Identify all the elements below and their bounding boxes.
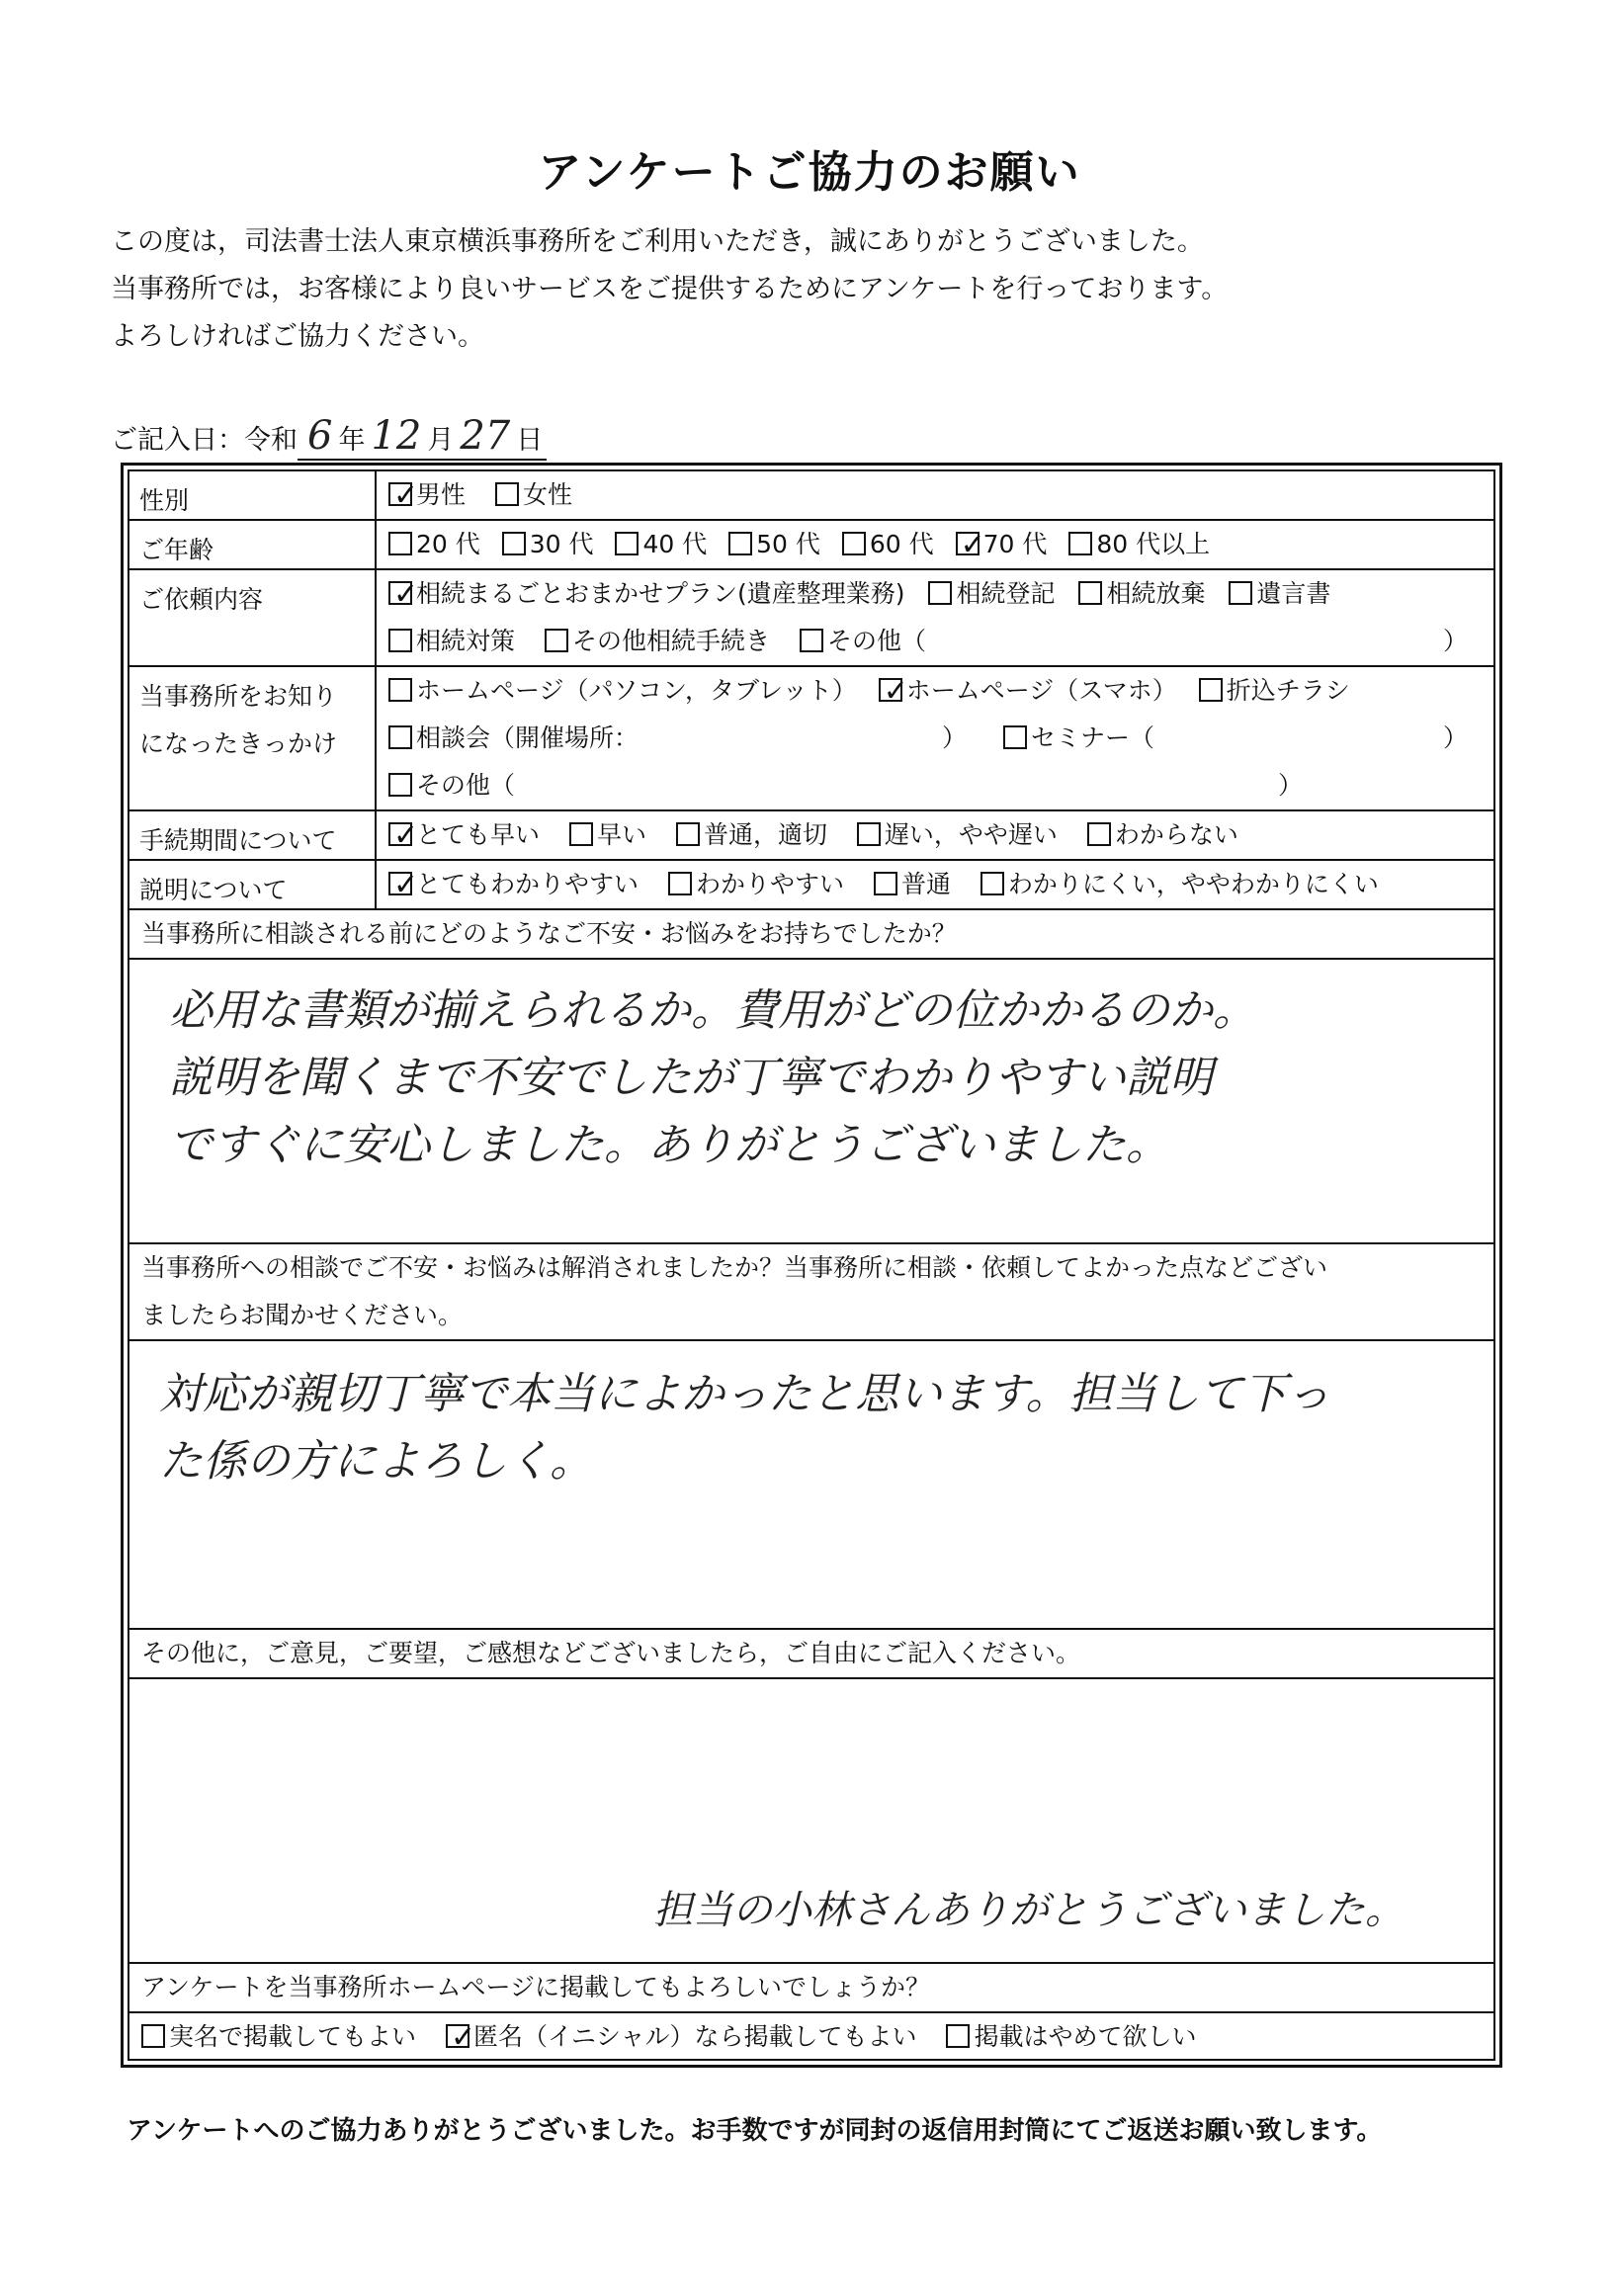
option-label: 80 代以上: [1096, 530, 1211, 558]
source-option-seminar-venue[interactable]: [388, 715, 639, 762]
option-label: 相続対策: [416, 627, 516, 655]
checkbox[interactable]: [388, 482, 412, 506]
option-label: 遺言書: [1256, 579, 1331, 608]
source-label-line-1: 当事務所をお知り: [139, 682, 338, 711]
q3-question-row: [129, 1630, 1493, 1679]
age-option[interactable]: [502, 521, 594, 568]
checkbox[interactable]: [388, 822, 412, 846]
publish-option-decline[interactable]: [946, 2013, 1196, 2061]
request-options: [388, 570, 1488, 665]
checkbox[interactable]: [388, 725, 412, 749]
period-option[interactable]: [857, 811, 1058, 859]
request-option[interactable]: [388, 618, 515, 665]
checkbox[interactable]: [728, 532, 752, 555]
checkbox[interactable]: [980, 872, 1004, 895]
intro-line-2: 当事務所では，お客様により良いサービスをご提供するためにアンケートを行っております。: [111, 274, 1229, 304]
date-month: 12: [371, 413, 422, 459]
explanation-option[interactable]: [668, 861, 844, 908]
date-field[interactable]: [298, 413, 547, 461]
period-options: [388, 811, 1488, 859]
other-close: ）: [1278, 771, 1304, 800]
date-month-unit: 月: [427, 425, 455, 456]
intro-line-1: この度は，司法書士法人東京横浜事務所をご利用いただき，誠にありがとうございました。: [111, 226, 1204, 257]
checkbox[interactable]: [388, 678, 412, 702]
explanation-option[interactable]: [874, 861, 951, 908]
gender-row: [129, 471, 1493, 521]
date-day-unit: 日: [516, 425, 544, 456]
gender-option-female[interactable]: [495, 471, 572, 519]
q2-question-row: [129, 1244, 1493, 1341]
option-label: わかりやすい: [695, 870, 844, 898]
q2-question-line-1: 当事務所への相談でご不安・お悩みは解消されましたか？当事務所に相談・依頼してよかった点などござい: [141, 1253, 1328, 1282]
date-year: 6: [307, 413, 333, 459]
q2-question-line-2: ましたらお聞かせください。: [141, 1301, 464, 1329]
intro-line-3: よろしければご協力ください。: [111, 321, 484, 352]
publish-question: アンケートを当事務所ホームページに掲載してもよろしいでしょうか？: [141, 1973, 931, 2001]
option-label: 普通: [900, 870, 951, 898]
option-label: 遅い，やや遅い: [884, 820, 1058, 849]
checkbox[interactable]: [956, 532, 980, 555]
checkbox[interactable]: [545, 629, 568, 652]
request-option[interactable]: [388, 570, 905, 618]
checkbox[interactable]: [388, 532, 412, 555]
period-label: 手続期間について: [129, 811, 377, 859]
gender-options: [388, 471, 1488, 519]
source-row: [129, 667, 1493, 811]
option-label: その他（: [826, 627, 926, 655]
request-option[interactable]: [1078, 570, 1205, 618]
q1-answer: [169, 978, 1474, 1179]
explanation-options: [388, 861, 1488, 908]
option-label: ホームページ（パソコン，タブレット）: [416, 676, 857, 705]
option-label: 70 代: [982, 530, 1048, 558]
option-label: 折込チラシ: [1226, 676, 1350, 705]
q2-answer-box[interactable]: [129, 1341, 1493, 1630]
source-option[interactable]: [1199, 667, 1350, 715]
date-year-unit: 年: [338, 425, 366, 456]
venue-close: ）: [942, 723, 968, 752]
publish-option-real-name[interactable]: [141, 2013, 416, 2061]
checkbox[interactable]: [946, 2024, 970, 2048]
footer-thanks: アンケートへのご協力ありがとうございました。お手数ですが同封の返信用封筒にてご返送お願い致します。: [127, 2116, 1383, 2146]
q2-answer-line: 対応が親切丁寧で本当によかったと思います。担当して下っ: [159, 1369, 1330, 1419]
option-label: その他（: [416, 771, 516, 800]
checkbox[interactable]: [388, 629, 412, 652]
age-option[interactable]: [1068, 521, 1210, 568]
checkbox[interactable]: [388, 773, 412, 797]
option-label: 20 代: [416, 530, 480, 558]
checkbox[interactable]: [874, 872, 897, 895]
checkbox[interactable]: [495, 482, 519, 506]
request-option[interactable]: [928, 570, 1055, 618]
checkbox[interactable]: [879, 678, 902, 702]
publish-question-row: [129, 1964, 1493, 2013]
source-option[interactable]: [388, 667, 857, 715]
request-option[interactable]: [1229, 570, 1330, 618]
option-label: 30 代: [529, 530, 594, 558]
period-option[interactable]: [388, 811, 540, 859]
q2-answer-line: た係の方によろしく。: [159, 1436, 594, 1487]
source-option[interactable]: [879, 667, 1177, 715]
q3-answer: 担当の小林さんありがとうございました。: [653, 1888, 1405, 1933]
publish-options: [141, 2013, 1484, 2061]
option-label: 相続まるごとおまかせプラン(遺産整理業務): [416, 579, 905, 608]
checkbox[interactable]: [569, 822, 593, 846]
option-label: 50 代: [756, 530, 820, 558]
age-option[interactable]: [842, 521, 934, 568]
checkbox[interactable]: [446, 2024, 469, 2048]
survey-form: [121, 463, 1502, 2068]
option-label: 掲載はやめて欲しい: [974, 2022, 1197, 2051]
option-label: わからない: [1114, 820, 1238, 849]
request-other-close: ）: [1442, 627, 1468, 655]
q3-question: その他に，ご意見，ご要望，ご感想などございましたら，ご自由にご記入ください。: [141, 1639, 1081, 1667]
explanation-option[interactable]: [980, 861, 1379, 908]
source-option-seminar[interactable]: [1003, 715, 1154, 762]
age-options: [388, 521, 1488, 568]
q1-answer-line: 説明を聞くまで不安でしたが丁寧でわかりやすい説明: [169, 1053, 1213, 1103]
checkbox[interactable]: [857, 822, 881, 846]
checkbox[interactable]: [928, 581, 952, 605]
date-label: ご記入日：令和: [111, 425, 298, 456]
q2-answer: [159, 1361, 1474, 1495]
option-label: ホームページ（スマホ）: [905, 676, 1177, 705]
checkbox[interactable]: [388, 872, 412, 895]
checkbox[interactable]: [842, 532, 866, 555]
period-row: [129, 811, 1493, 861]
option-label: 60 代: [869, 530, 934, 558]
option-label: わかりにくい，ややわかりにくい: [1007, 870, 1379, 898]
option-label: 40 代: [642, 530, 708, 558]
checkbox[interactable]: [141, 2024, 165, 2048]
option-label: セミナー（: [1031, 723, 1155, 752]
option-label: 女性: [522, 480, 572, 509]
option-label: 実名で掲載してもよい: [169, 2022, 417, 2051]
q1-answer-box[interactable]: [129, 960, 1493, 1244]
option-label: とてもわかりやすい: [416, 870, 639, 898]
checkbox[interactable]: [668, 872, 692, 895]
checkbox[interactable]: [1068, 532, 1092, 555]
checkbox[interactable]: [615, 532, 639, 555]
checkbox[interactable]: [1229, 581, 1252, 605]
source-label: [129, 667, 377, 809]
publish-option-anonymous[interactable]: [446, 2013, 917, 2061]
option-label: 男性: [416, 480, 467, 509]
age-option[interactable]: [956, 521, 1048, 568]
option-label: 匿名（イニシャル）なら掲載してもよい: [472, 2022, 917, 2051]
checkbox[interactable]: [676, 822, 700, 846]
option-label: 普通，適切: [703, 820, 827, 849]
checkbox[interactable]: [800, 629, 823, 652]
checkbox[interactable]: [1003, 725, 1027, 749]
q2-question: [141, 1244, 1484, 1339]
seminar-close: ）: [1442, 723, 1468, 752]
source-option-other[interactable]: [388, 762, 515, 809]
option-label: 相続放棄: [1106, 579, 1206, 608]
option-label: 相談会（開催場所：: [416, 723, 639, 752]
request-option[interactable]: [545, 618, 770, 665]
request-option-other[interactable]: [800, 618, 926, 665]
option-label: 相続登記: [956, 579, 1056, 608]
q1-answer-line: 必用な書類が揃えられるか。費用がどの位かかるのか。: [169, 985, 1256, 1036]
age-option[interactable]: [728, 521, 820, 568]
page-title: アンケートご協力のお願い: [538, 147, 1081, 198]
age-label: ご年齢: [129, 521, 377, 568]
period-option[interactable]: [1087, 811, 1238, 859]
gender-label: 性別: [129, 471, 377, 519]
request-row: [129, 570, 1493, 667]
age-row: [129, 521, 1493, 570]
checkbox[interactable]: [502, 532, 526, 555]
age-option[interactable]: [615, 521, 707, 568]
source-options: [388, 667, 1488, 809]
option-label: 早い: [596, 820, 646, 849]
explanation-option[interactable]: [388, 861, 639, 908]
checkbox[interactable]: [1199, 678, 1223, 702]
period-option[interactable]: [676, 811, 827, 859]
gender-option-male[interactable]: [388, 471, 466, 519]
explanation-row: [129, 861, 1493, 910]
age-option[interactable]: [388, 521, 480, 568]
q3-answer-box[interactable]: [129, 1679, 1493, 1964]
checkbox[interactable]: [388, 581, 412, 605]
option-label: とても早い: [416, 820, 541, 849]
form-inner: [128, 469, 1495, 2061]
q1-answer-line: ですぐに安心しました。ありがとうございました。: [169, 1120, 1169, 1170]
checkbox[interactable]: [1087, 822, 1111, 846]
option-label: その他相続手続き: [571, 627, 770, 655]
request-label: ご依頼内容: [129, 570, 377, 665]
period-option[interactable]: [569, 811, 646, 859]
date-day: 27: [460, 413, 511, 459]
date-row: [111, 413, 547, 461]
explanation-label: 説明について: [129, 861, 377, 908]
q1-question: 当事務所に相談される前にどのようなご不安・お悩みをお持ちでしたか？: [141, 919, 957, 948]
q1-question-row: [129, 910, 1493, 960]
checkbox[interactable]: [1078, 581, 1102, 605]
source-label-line-2: になったきっかけ: [139, 729, 338, 758]
